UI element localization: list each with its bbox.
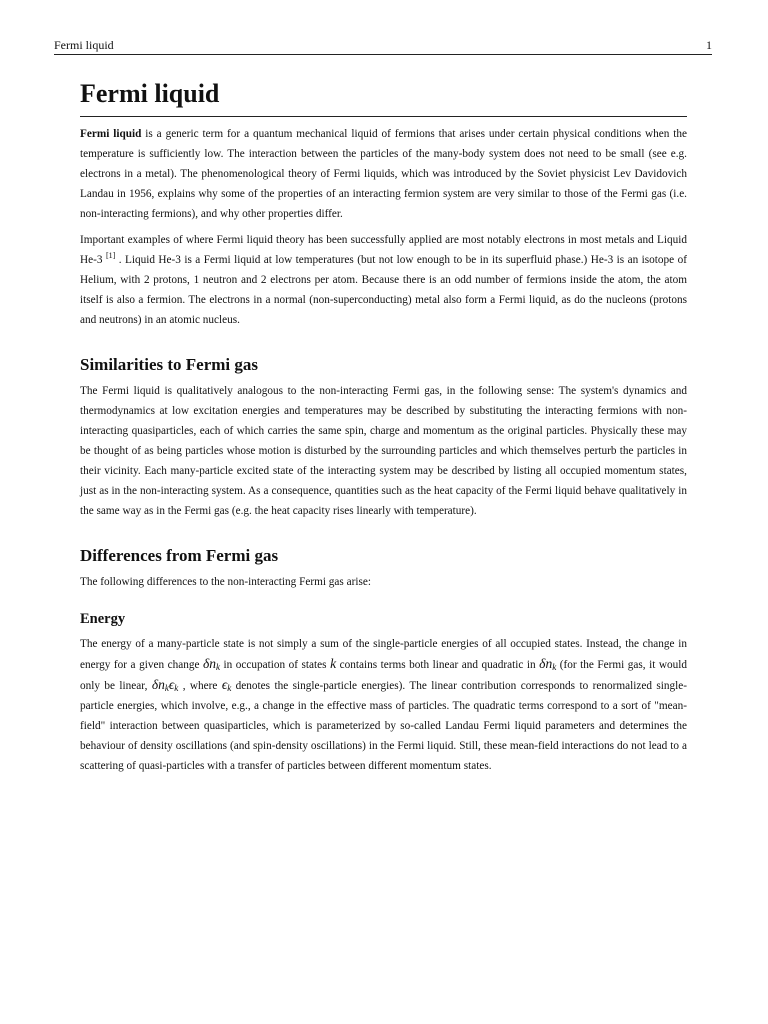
math-epsilon-k — [222, 677, 231, 692]
lead-term: Fermi liquid — [80, 128, 142, 140]
math-delta-n-symbol-2: δn — [539, 656, 553, 671]
subsection-heading-energy: Energy — [80, 611, 126, 627]
math-subscript-k-5: k — [227, 683, 232, 693]
math-delta-n-symbol-3: δn — [151, 677, 165, 692]
section-heading-similarities: Similarities to Fermi gas — [80, 355, 258, 374]
math-subscript-k: k — [216, 662, 220, 672]
math-subscript-k-2: k — [552, 662, 557, 672]
similarities-paragraph: The Fermi liquid is qualitatively analogous to the non-interacting Fermi gas, in the following sense: The system's dynamics and thermodynamics at low excitation energies and temperatures may be described by substituting the interacting fermions with non-interacting quasiparticles, each of which carries the same spin, charge and momentum as the original particles. Physically these may be thought of as being particles whose motion is disturbed by the surrounding particles and which themselves perturb the particles in their vicinity. Each many-particle excited state of the interacting system may be described by listing all occupied momentum states, just as in the non-interacting system. As a consequence, quantities such as the heat capacity of the Fermi liquid behave qualitatively in the same way as in the Fermi gas (e.g. the heat capacity rises linearly with temperature). — [80, 385, 687, 517]
math-epsilon-symbol: ϵ — [168, 677, 175, 692]
energy-text-1: The energy of a many-particle state is not simply a sum of the single-particle energies of all occupied states. Instead, the change in energy for a given change — [80, 638, 687, 671]
page-title: Fermi liquid — [80, 76, 687, 117]
section-heading-differences: Differences from Fermi gas — [80, 546, 279, 565]
intro-paragraph-1 — [80, 124, 687, 224]
intro-paragraph-2 — [80, 230, 687, 330]
math-delta-n-k-2 — [539, 656, 556, 671]
energy-text-3: contains terms both linear and quadratic in — [336, 659, 540, 671]
math-subscript-k-4: k — [174, 683, 179, 693]
energy-text-2: in occupation of states — [220, 659, 331, 671]
page-number: 1 — [706, 38, 712, 52]
intro-paragraph-1-text: is a generic term for a quantum mechanical liquid of fermions that arises under certain physical conditions when the temperature is sufficiently low. The interaction between the particles of the many-body system does not need to be small (see e.g. electrons in a metal). The phenomenological theory of Fermi liquids, which was introduced by the Soviet physicist Lev Davidovich Landau in 1956, explains why some of the properties of an interacting fermion system are very similar to those of the Fermi gas (i.e. non-interacting fermions), and why other properties differ. — [80, 128, 687, 220]
energy-paragraph — [80, 634, 687, 776]
citation-ref-1[interactable]: [1] — [105, 251, 116, 260]
math-subscript-k-3: k — [164, 683, 169, 693]
running-header — [54, 38, 712, 55]
differences-paragraph: The following differences to the non-interacting Fermi gas arise: — [80, 576, 371, 588]
intro-paragraph-2-text-a: Important examples of where Fermi liquid theory has been successfully applied are most notably electrons in most metals and Liquid He-3 — [80, 234, 687, 266]
math-epsilon-symbol-2: ϵ — [221, 677, 228, 692]
math-delta-n-symbol: δn — [202, 656, 216, 671]
math-delta-n-k-epsilon-k — [152, 677, 178, 692]
article-body — [80, 76, 687, 776]
energy-text-5: , where — [178, 680, 222, 692]
math-k: k — [330, 656, 337, 671]
intro-paragraph-2-text-b: . Liquid He-3 is a Fermi liquid at low temperatures (but not low enough to be in its superfluid phase.) He-3 is an isotope of Helium, with 2 protons, 1 neutron and 2 electrons per atom. Because there is an odd number of fermions inside the atom, the atom itself is also a fermion. The electrons in a normal (non-superconducting) metal also form a Fermi liquid, as do the nucleons (protons and neutrons) in an atomic nucleus. — [80, 254, 687, 326]
math-delta-n-k — [203, 656, 220, 671]
header-title: Fermi liquid — [54, 38, 114, 52]
energy-text-4: (for the Fermi gas, it would only be linear, — [80, 659, 687, 692]
energy-text-6: denotes the single-particle energies). The linear contribution corresponds to renormalized single-particle energies, which involve, e.g., a change in the effective mass of particles. The quadratic terms correspond to a sort of "mean-field" interaction between quasiparticles, which is parameterized by so-called Landau Fermi liquid parameters and determines the behaviour of density oscillations (and spin-density oscillations) in the Fermi liquid. Still, these mean-field interactions do not lead to a scattering of quasi-particles with a transfer of particles between different momentum states. — [80, 680, 687, 772]
